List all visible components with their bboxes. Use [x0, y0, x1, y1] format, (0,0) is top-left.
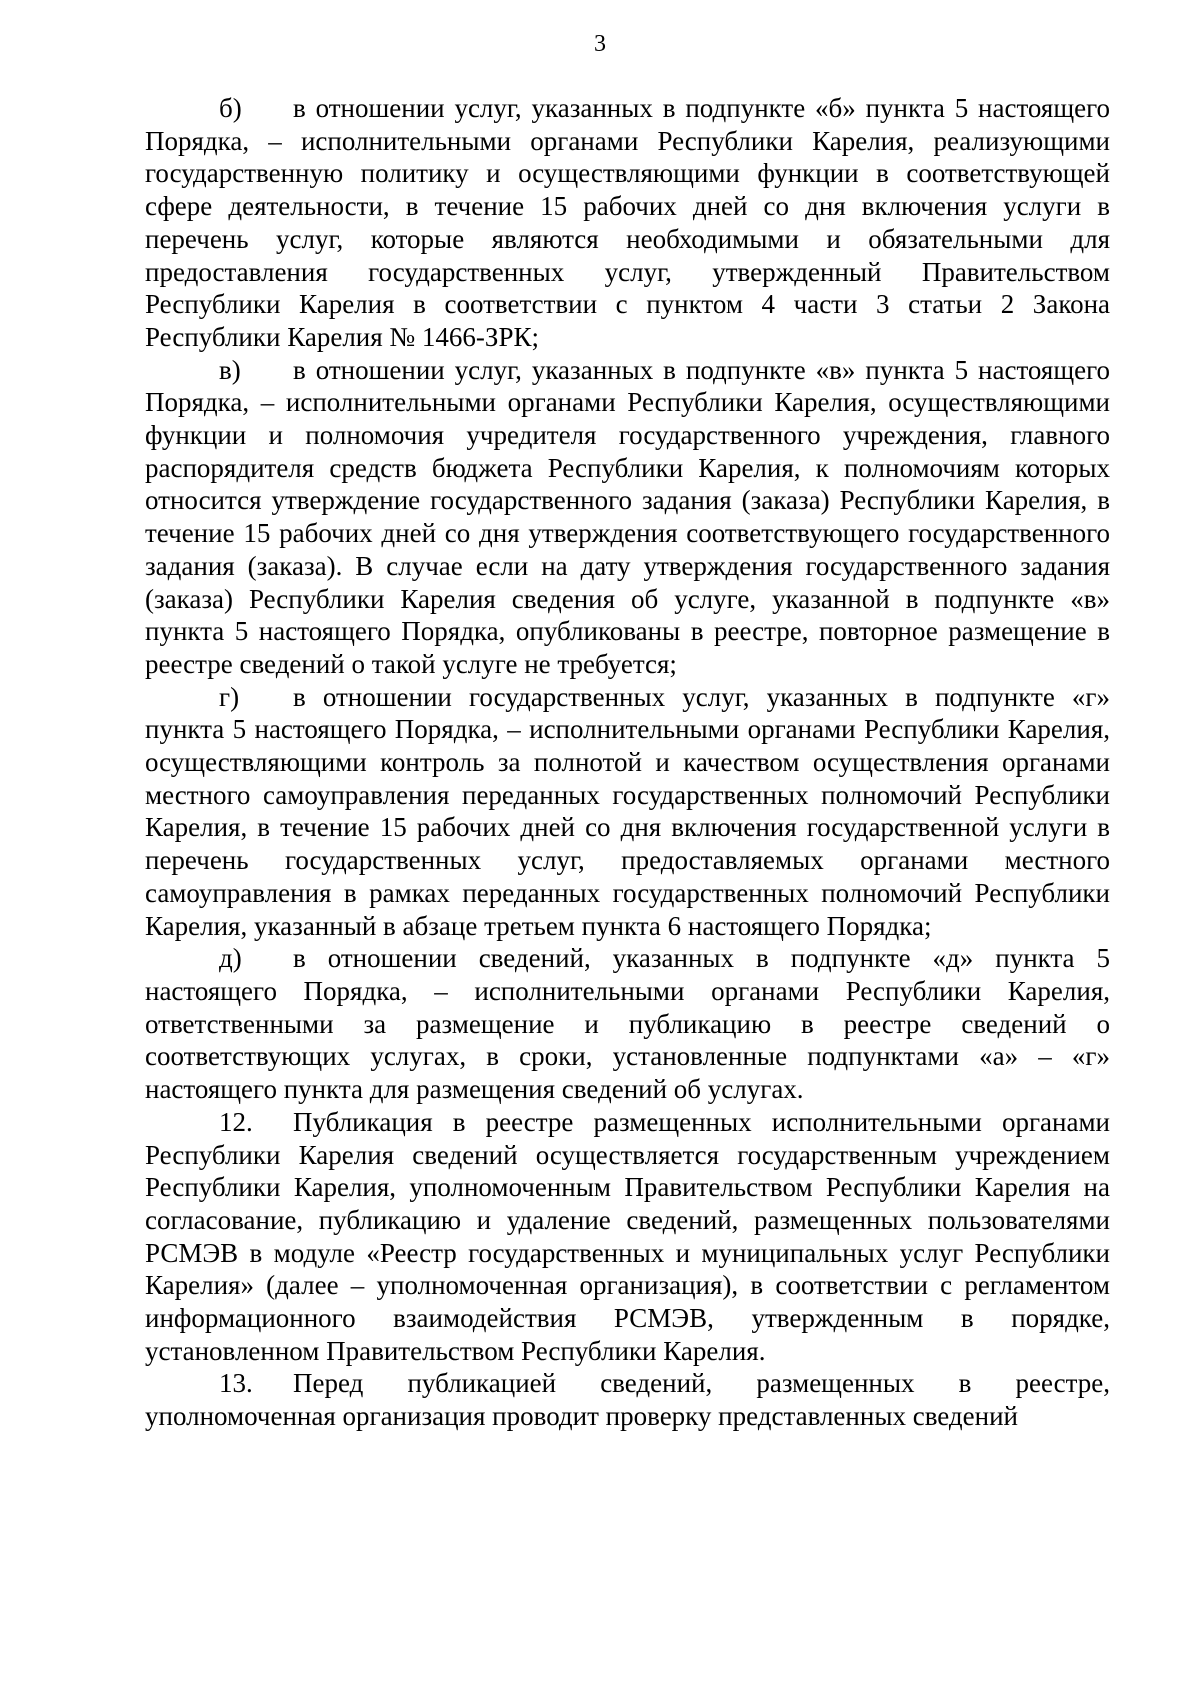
- page-number: 3: [594, 31, 606, 57]
- paragraph-13: [145, 1367, 1110, 1432]
- paragraph-b: [145, 92, 1110, 354]
- paragraph-text: в отношении услуг, указанных в подпункте «в» пункта 5 настоящего Порядка, – исполнительными органами Республики Карелия, осуществляющими функции и полномочия учредителя государственного учреждения, главного распорядителя средств бюджета Республики Карелия, к полномочиям которых относится утверждение государственного задания (заказа) Республики Карелия, в течение 15 рабочих дней со дня утверждения соответствующего государственного задания (заказа). В случае если на дату утверждения государственного задания (заказа) Республики Карелия сведения об услуге, указанной в подпункте «в» пункта 5 настоящего Порядка, опубликованы в реестре, повторное размещение в реестре сведений о такой услуге не требуется;: [145, 354, 1110, 679]
- paragraph-text: Перед публикацией сведений, размещенных в реестре, уполномоченная организация проводит проверку представленных сведений: [145, 1368, 1110, 1432]
- item-marker: в): [219, 354, 241, 385]
- item-marker: б): [219, 93, 242, 123]
- item-marker: д): [219, 943, 242, 974]
- item-marker: г): [219, 681, 240, 712]
- paragraph-text: в отношении государственных услуг, указанных в подпункте «г» пункта 5 настоящего Порядка, – исполнительными органами Республики Карелия, осуществляющими контроль за полнотой и качеством осуществления органами местного самоуправления переданных государственных полномочий Республики Карелия, в течение 15 рабочих дней со дня включения государственной услуги в перечень государственных услуг, предоставляемых органами местного самоуправления в рамках переданных государственных полномочий Республики Карелия, указанный в абзаце третьем пункта 6 настоящего Порядка;: [145, 681, 1110, 941]
- paragraph-d: [145, 942, 1110, 1106]
- paragraph-g: [145, 681, 1110, 943]
- paragraph-text: в отношении сведений, указанных в подпункте «д» пункта 5 настоящего Порядка, – исполнительными органами Республики Карелия, ответственными за размещение и публикацию в реестре сведений о соответствующих услугах, в сроки, установленные подпунктами «а» – «г» настоящего пункта для размещения сведений об услугах.: [145, 943, 1110, 1105]
- paragraph-text: в отношении услуг, указанных в подпункте «б» пункта 5 настоящего Порядка, – исполнительными органами Республики Карелия, реализующими государственную политику и осуществляющими функции в соответствующей сфере деятельности, в течение 15 рабочих дней со дня включения услуги в перечень услуг, которые являются необходимыми и обязательными для предоставления государственных услуг, утвержденный Правительством Республики Карелия в соответствии с пунктом 4 части 3 статьи 2 Закона Республики Карелия № 1466-ЗРК;: [145, 93, 1110, 352]
- paragraph-v: [145, 354, 1110, 681]
- item-marker: 13.: [219, 1368, 253, 1399]
- paragraph-text: Публикация в реестре размещенных исполнительными органами Республики Карелия сведений осуществляется государственным учреждением Республики Карелия, уполномоченным Правительством Республики Карелия на согласование, публикацию и удаление сведений, размещенных пользователями РСМЭВ в модуле «Реестр государственных и муниципальных услуг Республики Карелия» (далее – уполномоченная организация), в соответствии с регламентом информационного взаимодействия РСМЭВ, утвержденным в порядке, установленном Правительством Республики Карелия.: [145, 1106, 1110, 1366]
- document-body: [145, 92, 1110, 1433]
- item-marker: 12.: [219, 1106, 253, 1137]
- paragraph-12: [145, 1106, 1110, 1368]
